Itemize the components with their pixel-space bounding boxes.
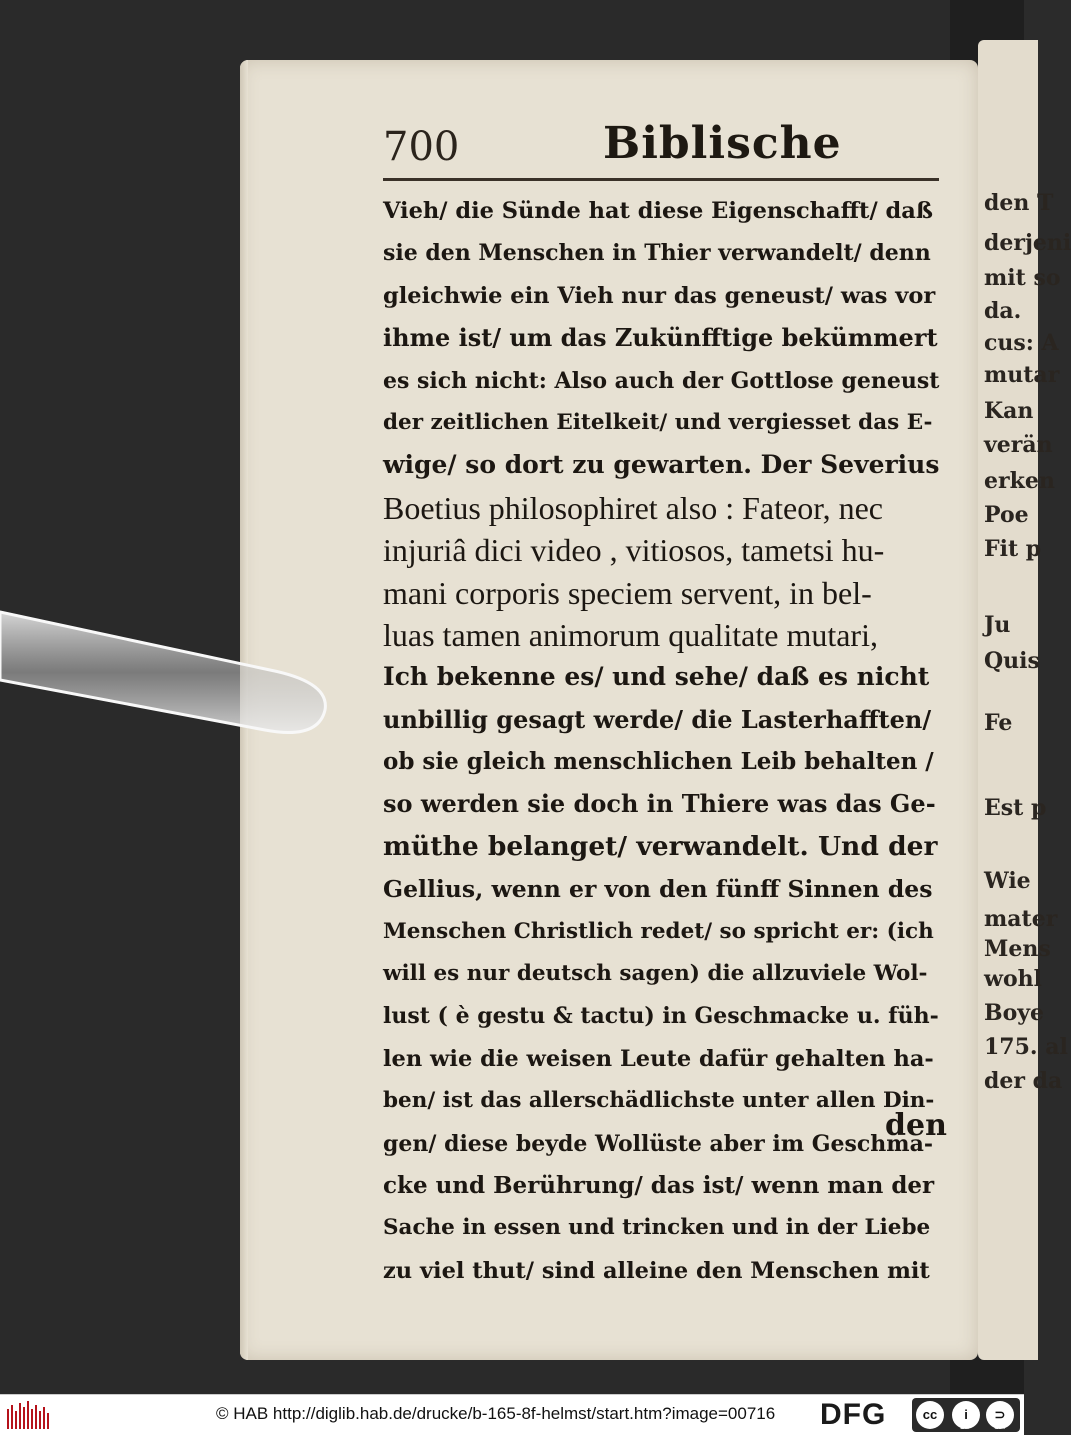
cc-icon: cc xyxy=(916,1401,944,1429)
text-line: luas tamen animorum qualitate mutari, xyxy=(383,616,878,653)
facing-fragment: mater xyxy=(984,906,1058,932)
facing-fragment: Est p xyxy=(984,795,1047,821)
text-line: Gellius, wenn er von den fünff Sinnen des xyxy=(383,875,933,904)
facing-fragment: wohl xyxy=(984,966,1042,992)
text-line: lust ( è gestu & tactu) in Geschmacke u. füh- xyxy=(383,1003,939,1030)
facing-fragment: Fe xyxy=(984,710,1013,736)
text-line: gleichwie ein Vieh nur das geneust/ was vor xyxy=(383,282,936,309)
text-line: gen/ diese beyde Wollüste aber im Geschma- xyxy=(383,1130,933,1157)
sa-label: SA xyxy=(994,1422,1005,1431)
text-line: ob sie gleich menschlichen Leib behalten / xyxy=(383,748,934,776)
text-line: sie den Menschen in Thier verwandelt/ denn xyxy=(383,240,931,267)
running-head xyxy=(383,118,943,178)
facing-fragment: der da xyxy=(984,1068,1063,1094)
text-line: cke und Berührung/ das ist/ wenn man der xyxy=(383,1171,935,1199)
facing-fragment: Kan xyxy=(984,398,1034,424)
head-rule xyxy=(383,178,939,181)
text-line: Sache in essen und trincken und in der Liebe xyxy=(383,1215,931,1241)
text-line: Menschen Christlich redet/ so spricht er: (ich xyxy=(383,918,934,944)
facing-fragment: Ju xyxy=(984,612,1011,638)
page-number: 700 xyxy=(383,124,460,170)
text-line: ihme ist/ um das Zukünfftige bekümmert xyxy=(383,323,938,353)
facing-fragment: derjeni xyxy=(984,230,1071,256)
text-line: will es nur deutsch sagen) die allzuviele Wol- xyxy=(383,961,928,987)
catchword: den xyxy=(885,1108,947,1143)
sa-icon: ⊃ xyxy=(986,1401,1014,1429)
glass-clamp xyxy=(0,600,340,740)
footer-bar xyxy=(0,1394,1024,1435)
facing-fragment: 175. al xyxy=(984,1034,1068,1060)
facing-fragment: mutar xyxy=(984,362,1060,388)
facing-fragment: da. xyxy=(984,298,1022,324)
text-line: unbillig gesagt werde/ die Lasterhafften/ xyxy=(383,704,932,734)
facing-fragment: den T xyxy=(984,190,1054,216)
text-line: Vieh/ die Sünde hat diese Eigenschafft/ daß xyxy=(383,198,933,224)
facing-fragment: Wie xyxy=(984,868,1031,894)
facing-fragment: cus: A xyxy=(984,330,1059,356)
page-text xyxy=(383,190,939,1292)
facing-fragment: Mens xyxy=(984,936,1051,962)
by-label: BY xyxy=(960,1422,971,1431)
text-line: so werden sie doch in Thiere was das Ge- xyxy=(383,789,936,819)
facing-fragment: mit so xyxy=(984,265,1061,291)
credit-link[interactable]: © HAB http://diglib.hab.de/drucke/b-165-8f-helmst/start.htm?image=00716 xyxy=(216,1404,776,1423)
text-line: zu viel thut/ sind alleine den Menschen mit xyxy=(383,1257,930,1284)
text-line: len wie die weisen Leute dafür gehalten ha- xyxy=(383,1045,934,1072)
text-line: wige/ so dort zu gewarten. Der Severius xyxy=(383,450,940,480)
text-line: injuriâ dici video , vitiosos, tametsi hu- xyxy=(383,532,885,569)
facing-page-edge xyxy=(978,40,1071,1360)
by-icon: i xyxy=(952,1401,980,1429)
running-head-title: Biblische xyxy=(603,118,842,169)
text-line: mani corporis speciem servent, in bel- xyxy=(383,574,872,611)
facing-fragment: Boye xyxy=(984,1000,1045,1026)
facing-fragment: erken xyxy=(984,468,1055,494)
text-line: ben/ ist das allerschädlichste unter allen Din- xyxy=(383,1088,935,1114)
dfg-logo: DFG xyxy=(820,1398,887,1431)
text-line: der zeitlichen Eitelkeit/ und vergiesset das E- xyxy=(383,409,933,435)
text-line: müthe belanget/ verwandelt. Und der xyxy=(383,830,938,862)
facing-fragment: Poe xyxy=(984,502,1029,528)
facing-fragment: verän xyxy=(984,432,1053,458)
facing-fragment: Fit p xyxy=(984,536,1042,562)
cc-license-badge[interactable] xyxy=(912,1398,1020,1432)
hab-logo-icon xyxy=(6,1399,50,1431)
text-line: Boetius philosophiret also : Fateor, nec xyxy=(383,489,883,526)
text-line: es sich nicht: Also auch der Gottlose geneust xyxy=(383,367,940,394)
facing-fragment: Quis xyxy=(984,648,1040,674)
text-line: Ich bekenne es/ und sehe/ daß es nicht xyxy=(383,662,930,692)
